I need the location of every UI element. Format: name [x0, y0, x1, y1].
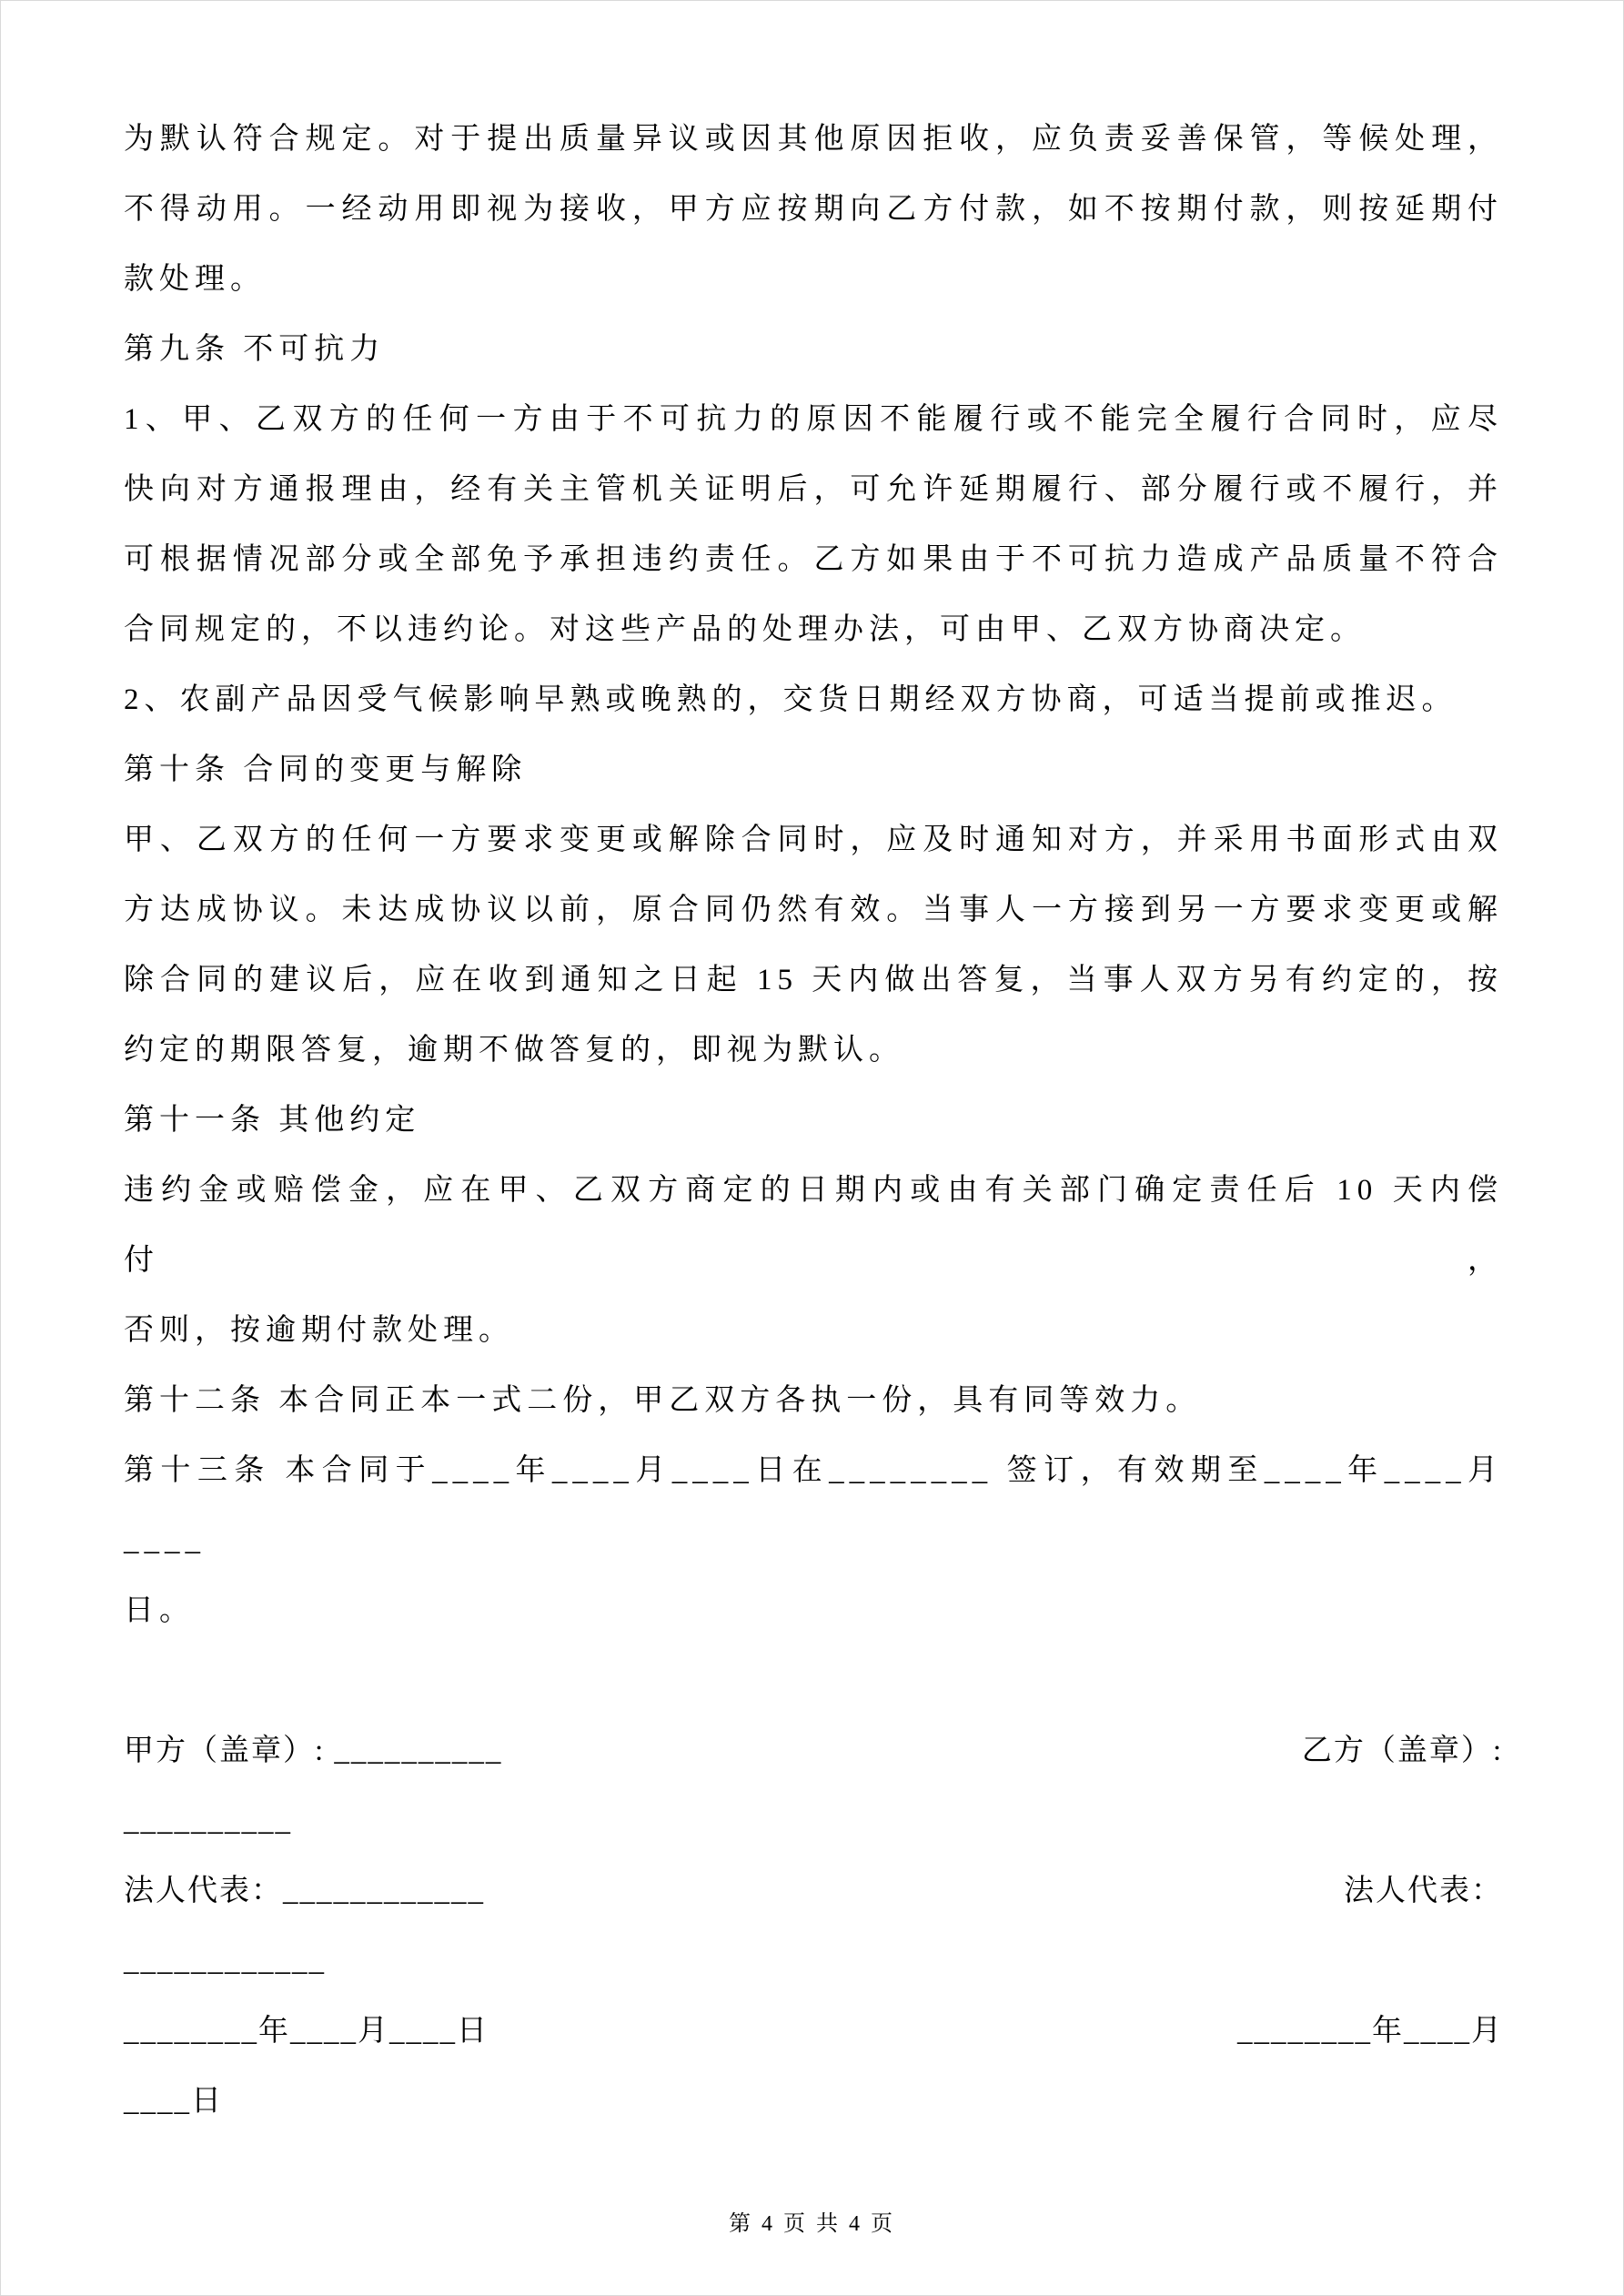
contract-line: 除合同的建议后，应在收到通知之日起 15 天内做出答复，当事人双方另有约定的，按: [124, 964, 1503, 996]
article-10-heading: 第十条 合同的变更与解除: [124, 754, 528, 786]
contract-line: 否则，按逾期付款处理。: [124, 1314, 514, 1347]
contract-line: 合同规定的，不以违约论。对这些产品的处理办法，可由甲、乙双方协商决定。: [124, 613, 1366, 646]
party-b-date-blank-wrap: ____日: [124, 2085, 223, 2118]
article-12-line: 第十二条 本合同正本一式二份，甲乙双方各执一份，具有同等效力。: [124, 1384, 1202, 1417]
party-b-representative-blank: ____________: [124, 1945, 326, 1977]
contract-line: 2、农副产品因受气候影响早熟或晚熟的，交货日期经双方协商，可适当提前或推迟。: [124, 683, 1458, 716]
party-a-seal-label: 甲方（盖章）: __________: [124, 1735, 503, 1767]
contract-line: 日。: [124, 1594, 195, 1627]
signature-representative-row: [124, 1856, 1503, 1927]
article-11-heading: 第十一条 其他约定: [124, 1104, 421, 1137]
contract-line: 约定的期限答复，逾期不做答复的，即视为默认。: [124, 1034, 904, 1067]
signature-date-row: [124, 1997, 1503, 2067]
party-b-seal-blank: __________: [124, 1805, 292, 1837]
contract-line: 不得动用。一经动用即视为接收，甲方应按期向乙方付款，如不按期付款，则按延期付: [124, 193, 1503, 226]
article-13-line: 第十三条 本合同于____年____月____日在________ 签订，有效期至____年____月____: [124, 1454, 1503, 1557]
contract-line: 为默认符合规定。对于提出质量异议或因其他原因拒收，应负责妥善保管，等候处理，: [124, 123, 1503, 156]
page-number: 第 4 页 共 4 页: [729, 2212, 895, 2236]
blank-line: [124, 1646, 1503, 1716]
party-b-seal-label: 乙方（盖章）:: [1301, 1735, 1503, 1767]
article-9-heading: 第九条 不可抗力: [124, 333, 386, 366]
party-b-date-blank: ________年____月: [1237, 2015, 1503, 2048]
contract-line: 款处理。: [124, 263, 266, 296]
party-a-date-blank: ________年____月____日: [124, 2015, 489, 2048]
contract-line: 1、甲、乙双方的任何一方由于不可抗力的原因不能履行或不能完全履行合同时，应尽: [124, 403, 1503, 436]
party-b-representative-label: 法人代表：: [1344, 1875, 1503, 1907]
party-a-representative-label: 法人代表：____________: [124, 1875, 485, 1907]
contract-line: 方达成协议。未达成协议以前，原合同仍然有效。当事人一方接到另一方要求变更或解: [124, 894, 1503, 926]
contract-body: [124, 105, 1503, 2137]
contract-line: 违约金或赔偿金，应在甲、乙双方商定的日期内或由有关部门确定责任后 10 天内偿付，: [124, 1174, 1503, 1277]
signature-seal-row: [124, 1716, 1503, 1786]
contract-line: 可根据情况部分或全部免予承担违约责任。乙方如果由于不可抗力造成产品质量不符合: [124, 543, 1503, 576]
contract-line: 甲、乙双方的任何一方要求变更或解除合同时，应及时通知对方，并采用书面形式由双: [124, 824, 1503, 856]
contract-line: 快向对方通报理由，经有关主管机关证明后，可允许延期履行、部分履行或不履行，并: [124, 473, 1503, 506]
